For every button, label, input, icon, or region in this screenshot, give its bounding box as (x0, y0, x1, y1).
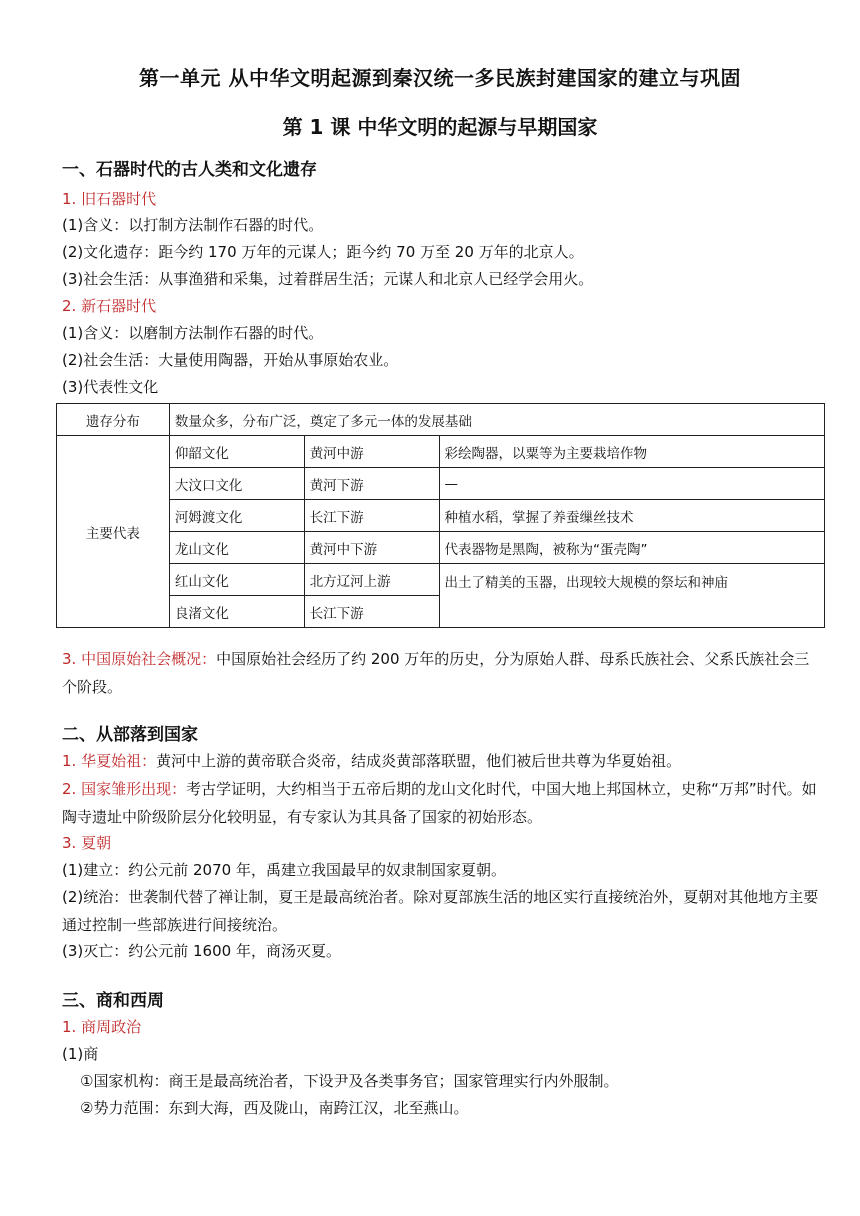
unit-title: 第一单元 从中华文明起源到秦汉统一多民族封建国家的建立与巩固 (139, 66, 741, 90)
table-row (57, 532, 825, 564)
section1-sub2: 2. 新石器时代 (62, 297, 157, 315)
paragraph-line: ②势力范围：东到大海，西及陇山，南跨江汉，北至燕山。 (80, 1099, 469, 1117)
paragraph-line: (2)社会生活：大量使用陶器，开始从事原始农业。 (62, 351, 399, 369)
section1-overview (62, 645, 822, 701)
paragraph-line: (1)含义：以打制方法制作石器的时代。 (62, 216, 324, 234)
table-cell: 龙山文化 (169, 532, 304, 564)
p1-text: 黄河中上游的黄帝联合炎帝，结成炎黄部落联盟，他们被后世共尊为华夏始祖。 (156, 752, 682, 770)
section2-p2 (62, 775, 822, 831)
table-cell: 红山文化 (169, 564, 304, 596)
table-cell: 北方辽河上游 (304, 564, 439, 596)
table-cell: — (439, 468, 824, 500)
paragraph-line: (2)文化遗存：距今约 170 万年的元谋人；距今约 70 万至 20 万年的北京人。 (62, 243, 584, 261)
section2-heading: 二、从部落到国家 (62, 725, 198, 745)
table-cell: 长江下游 (304, 596, 439, 628)
table-cell: 良渚文化 (169, 596, 304, 628)
paragraph-line: (1)含义：以磨制方法制作石器的时代。 (62, 324, 324, 342)
table-cell: 河姆渡文化 (169, 500, 304, 532)
table-cell: 黄河下游 (304, 468, 439, 500)
table-cell: 遗存分布 (57, 404, 170, 436)
section2-sub3: 3. 夏朝 (62, 834, 112, 852)
overview-label: 3. 中国原始社会概况： (62, 650, 217, 668)
table-row (57, 468, 825, 500)
p1-label: 1. 华夏始祖： (62, 752, 157, 770)
table-row (57, 500, 825, 532)
section3-heading: 三、商和西周 (62, 991, 164, 1011)
table-cell: 种植水稻，掌握了养蚕缫丝技术 (439, 500, 824, 532)
paragraph-line: ①国家机构：商王是最高统治者，下设尹及各类事务官；国家管理实行内外服制。 (80, 1072, 619, 1090)
paragraph-line: (3)社会生活：从事渔猎和采集，过着群居生活；元谋人和北京人已经学会用火。 (62, 270, 594, 288)
table-cell: 长江下游 (304, 500, 439, 532)
paragraph-line: (3)灭亡：约公元前 1600 年，商汤灭夏。 (62, 942, 341, 960)
table-cell: 仰韶文化 (169, 436, 304, 468)
table-row (57, 436, 825, 468)
section3-sub1: 1. 商周政治 (62, 1018, 142, 1036)
section1-heading: 一、石器时代的古人类和文化遗存 (62, 160, 317, 180)
culture-table (56, 403, 825, 628)
table-cell: 数量众多，分布广泛，奠定了多元一体的发展基础 (169, 404, 824, 436)
table-cell: 彩绘陶器，以粟等为主要栽培作物 (439, 436, 824, 468)
section1-sub1: 1. 旧石器时代 (62, 190, 157, 208)
table-cell: 代表器物是黑陶，被称为“蛋壳陶” (439, 532, 824, 564)
paragraph-line: (1)商 (62, 1045, 99, 1063)
table-cell: 大汶口文化 (169, 468, 304, 500)
paragraph-line: (1)建立：约公元前 2070 年，禹建立我国最早的奴隶制国家夏朝。 (62, 861, 506, 879)
table-row (57, 404, 825, 436)
lesson-title: 第 1 课 中华文明的起源与早期国家 (282, 115, 598, 139)
section2-p1 (62, 747, 822, 775)
table-cell: 黄河中游 (304, 436, 439, 468)
paragraph-line: (3)代表性文化 (62, 378, 159, 396)
paragraph-line: (2)统治：世袭制代替了禅让制，夏王是最高统治者。除对夏部族生活的地区实行直接统治外，夏朝对其他地方主要通过控制一些部族进行间接统治。 (62, 888, 819, 934)
table-cell: 出土了精美的玉器，出现较大规模的祭坛和神庙 (439, 564, 824, 628)
table-row (57, 564, 825, 596)
p2-text: 考古学证明，大约相当于五帝后期的龙山文化时代，中国大地上邦国林立，史称“万邦”时代。如陶寺遗址中阶级阶层分化较明显，有专家认为其具备了国家的初始形态。 (62, 780, 817, 826)
p2-label: 2. 国家雏形出现： (62, 780, 187, 798)
table-cell: 黄河中下游 (304, 532, 439, 564)
overview-text: 中国原始社会经历了约 200 万年的历史，分为原始人群、母系氏族社会、父系氏族社会三个阶段。 (62, 650, 810, 696)
table-cell: 主要代表 (57, 436, 170, 628)
